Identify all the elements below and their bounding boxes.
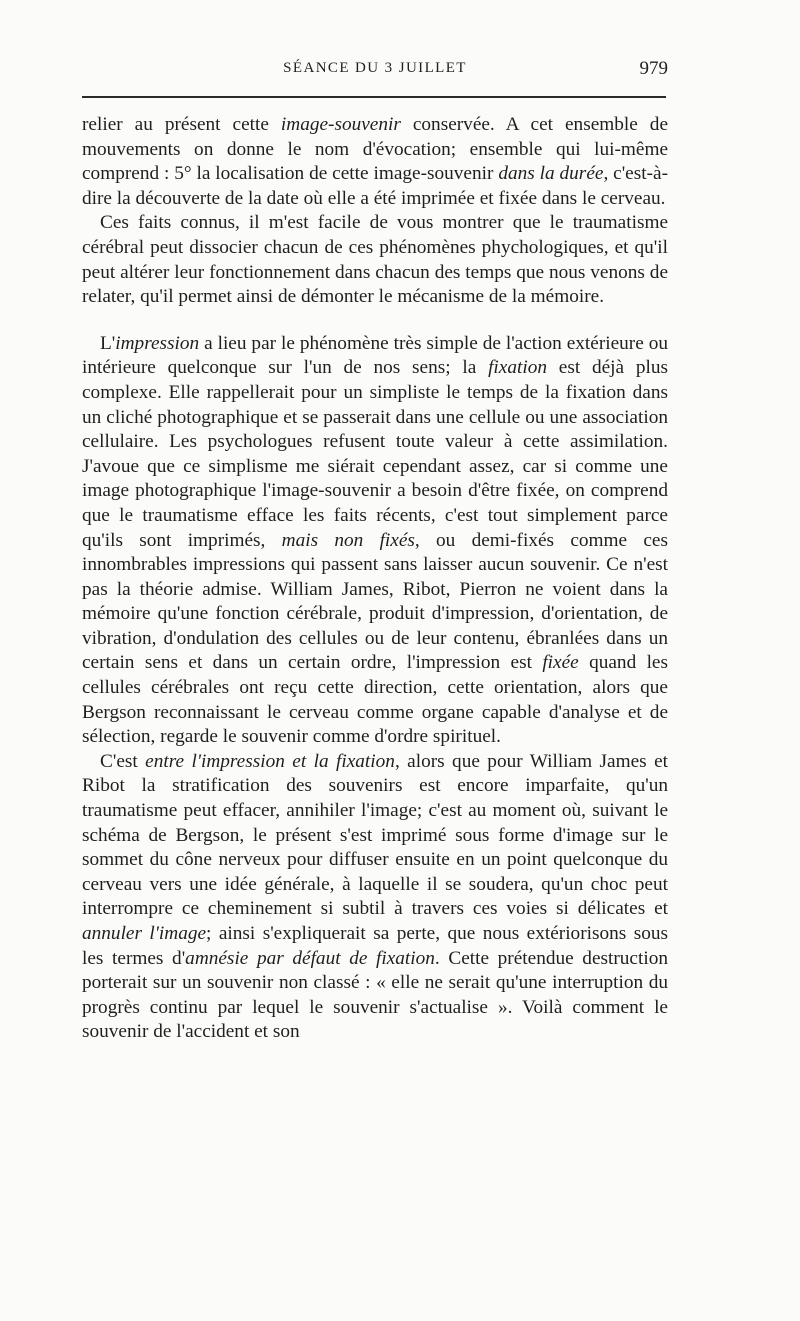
header-rule: [82, 96, 666, 98]
text-run: relier au présent cette: [82, 114, 281, 135]
page-number: 979: [639, 58, 668, 79]
italic-run: impression: [115, 332, 200, 354]
italic-run: mais non fixés: [281, 529, 415, 551]
body-text: [82, 113, 668, 1045]
text-run: , c'est-à-dire la découverte de la date où elle a été imprimée et fixée dans le cerveau.: [82, 163, 669, 209]
paragraph: [82, 113, 668, 211]
italic-run: entre l'impression et la fixation: [145, 750, 395, 772]
paragraph: [82, 211, 668, 309]
italic-run: fixée: [542, 652, 579, 674]
text-run: Ces faits connus, il m'est facile de vous montrer que le traumatisme cérébral peut dissocier chacun de ces phénomènes phychologiques, et qu'il peut altérer leur fonctionnement dans chacun des temps que nous venons de relater, qu'il permet ainsi de démonter le mécanisme de la mémoire.: [82, 212, 668, 308]
text-run: . Cette prétendue destruction porterait sur un souvenir non classé : « elle ne serait qu'une interruption du progrès continu par lequel le souvenir s'actualise ». Voilà comment le souvenir de l'accident et son: [82, 947, 668, 1043]
text-run: , ou demi-fixés comme ces innombrables impressions qui passent sans laisser aucun souvenir. Ce n'est pas la théorie admise. William James, Ribot, Pierron ne voient dans la mémoire qu'une fonction cérébrale, produit d'impression, d'orientation, de vibration, d'ondulation des cellules ou de leur contenu, ébranlées dans un certain sens et dans un certain ordre, l'impression est: [82, 529, 668, 674]
italic-run: image-souvenir: [280, 114, 401, 135]
text-run: conservée. A cet ensemble de mouvements on donne le nom d'évocation; ensemble qui lui-même comprend : 5° la localisation de cette image-souvenir: [82, 114, 668, 185]
italic-run: fixation: [488, 357, 547, 379]
text-run: a lieu par le phénomène très simple de l'action extérieure ou intérieure quelconque sur l'un de nos sens; la: [82, 332, 668, 379]
paragraph: [82, 332, 668, 750]
text-run: quand les cellules cérébrales ont reçu cette direction, cette orientation, alors que Bergson reconnaissant le cerveau comme organe capable d'analyse et de sélection, regarde le souvenir comme d'ordre spirituel.: [82, 652, 668, 748]
text-run: L': [100, 332, 116, 354]
page-header: [82, 58, 668, 86]
italic-run: annuler l'image: [82, 923, 207, 944]
running-title: SÉANCE DU 3 JUILLET: [283, 60, 467, 76]
italic-run: amnésie par défaut de fixation: [185, 947, 435, 969]
text-run: ; ainsi s'expliquerait sa perte, que nous extériorisons sous les termes d': [82, 923, 668, 969]
text-run: C'est: [100, 750, 146, 772]
paragraph: [82, 750, 668, 1045]
text-run: , alors que pour William James et Ribot la stratification des souvenirs est encore imparfaite, qu'un traumatisme peut effacer, annihiler l'image; c'est au moment où, suivant le schéma de Bergson, le présent s'est imprimé sous forme d'image sur le sommet du cône nerveux pour diffuser ensuite en un point quelconque du cerveau vers une idée générale, à laquelle il se soudera, qu'un choc peut interrompre ce cheminement si subtil à travers ces voies si délicates et: [82, 750, 668, 920]
italic-run: dans la durée: [498, 163, 604, 185]
text-run: est déjà plus complexe. Elle rappellerait pour un simpliste le temps de la fixation dans un cliché photographique et se passerait dans une cellule ou une association cellulaire. Les psychologues refusent toute valeur à cette assimilation. J'avoue que ce simplisme me siérait cependant assez, car si comme une image photographique l'image-souvenir a besoin d'être fixée, on comprend que le traumatisme efface les faits récents, c'est tout simplement parce qu'ils sont imprimés,: [82, 357, 668, 551]
